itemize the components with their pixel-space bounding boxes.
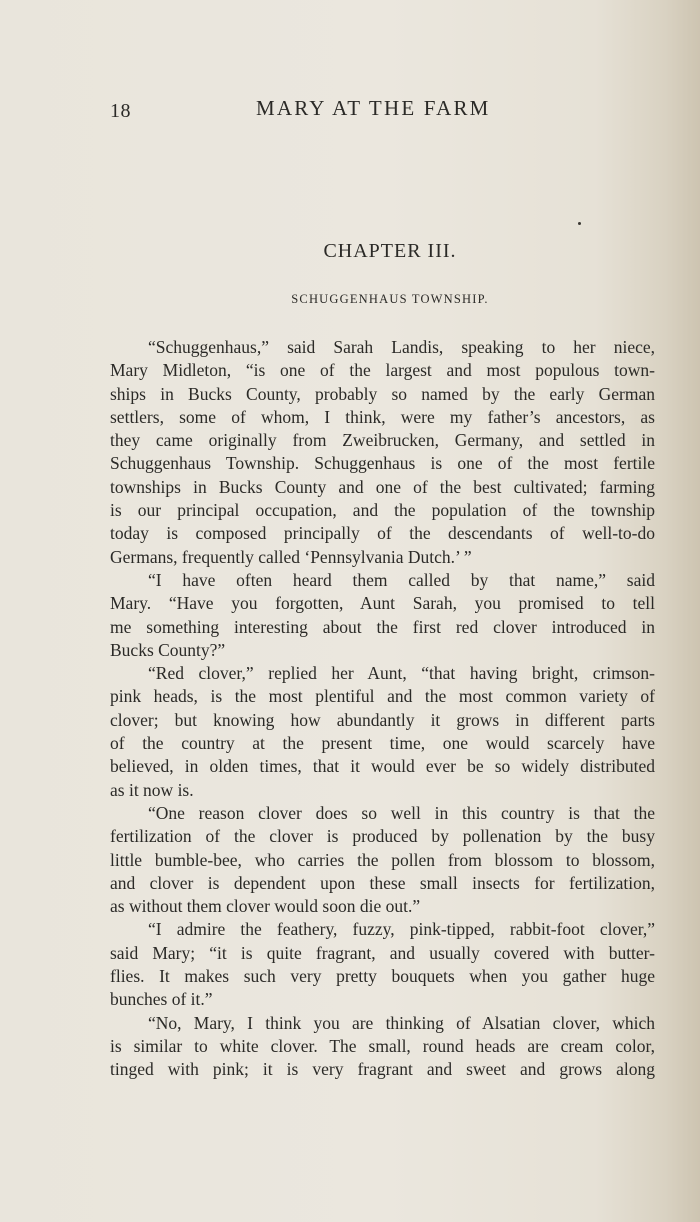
text-line: said Mary; “it is quite fragrant, and usually covered with butter-: [110, 942, 655, 963]
text-line: fertilization of the clover is produced by pollenation by the busy: [110, 826, 655, 847]
text-line: and clover is dependent upon these small insects for fertilization,: [110, 872, 655, 893]
text-line: Mary Midleton, “is one of the largest and most populous town-: [110, 360, 655, 381]
text-line: bunches of it.”: [110, 989, 213, 1010]
text-line: settlers, some of whom, I think, were my father’s ancestors, as: [110, 406, 655, 427]
text-line: Germans, frequently called ‘Pennsylvania Dutch.’ ”: [110, 546, 472, 567]
text-line: ships in Bucks County, probably so named by the early German: [110, 383, 655, 404]
running-head: [110, 96, 550, 126]
text-line: as without them clover would soon die out.”: [110, 896, 421, 917]
text-line: Mary. “Have you forgotten, Aunt Sarah, you promised to tell: [110, 593, 655, 614]
text-line: believed, in olden times, that it would ever be so widely distributed: [110, 756, 655, 777]
text-line: pink heads, is the most plentiful and the most common variety of: [110, 686, 655, 707]
text-line: “I have often heard them called by that name,” said: [148, 569, 655, 590]
page-number: 18: [110, 100, 131, 122]
text-line: Bucks County?”: [110, 639, 226, 660]
text-line: is our principal occupation, and the population of the township: [110, 500, 655, 521]
text-line: tinged with pink; it is very fragrant and sweet and grows along: [110, 1059, 655, 1080]
text-line: clover; but knowing how abundantly it grows in different parts: [110, 709, 655, 730]
section-title: SCHUGGENHAUS TOWNSHIP.: [291, 292, 489, 306]
ink-speck: [578, 222, 581, 225]
text-line: “Schuggenhaus,” said Sarah Landis, speaking to her niece,: [148, 337, 655, 357]
chapter-heading: CHAPTER III.: [323, 240, 457, 262]
running-title: MARY AT THE FARM: [256, 96, 491, 120]
text-line: today is composed principally of the descendants of well-to-do: [110, 523, 655, 544]
text-line: me something interesting about the first red clover introduced in: [110, 616, 655, 637]
text-line: is similar to white clover. The small, round heads are cream color,: [110, 1035, 655, 1056]
text-line: they came originally from Zweibrucken, Germany, and settled in: [110, 430, 655, 451]
text-line: Schuggenhaus Township. Schuggenhaus is one of the most fertile: [110, 453, 655, 474]
text-line: “No, Mary, I think you are thinking of Alsatian clover, which: [148, 1012, 655, 1033]
body-text: [110, 336, 655, 1082]
text-line: “One reason clover does so well in this country is that the: [148, 802, 655, 823]
text-line: “Red clover,” replied her Aunt, “that having bright, crimson-: [148, 663, 655, 684]
text-line: townships in Bucks County and one of the best cultivated; farming: [110, 476, 655, 497]
text-line: flies. It makes such very pretty bouquets when you gather huge: [110, 966, 655, 987]
text-line: as it now is.: [110, 779, 194, 800]
text-line: of the country at the present time, one would scarcely have: [110, 733, 655, 754]
text-line: little bumble-bee, who carries the pollen from blossom to blossom,: [110, 849, 655, 870]
text-line: “I admire the feathery, fuzzy, pink-tipped, rabbit-foot clover,”: [148, 919, 655, 940]
